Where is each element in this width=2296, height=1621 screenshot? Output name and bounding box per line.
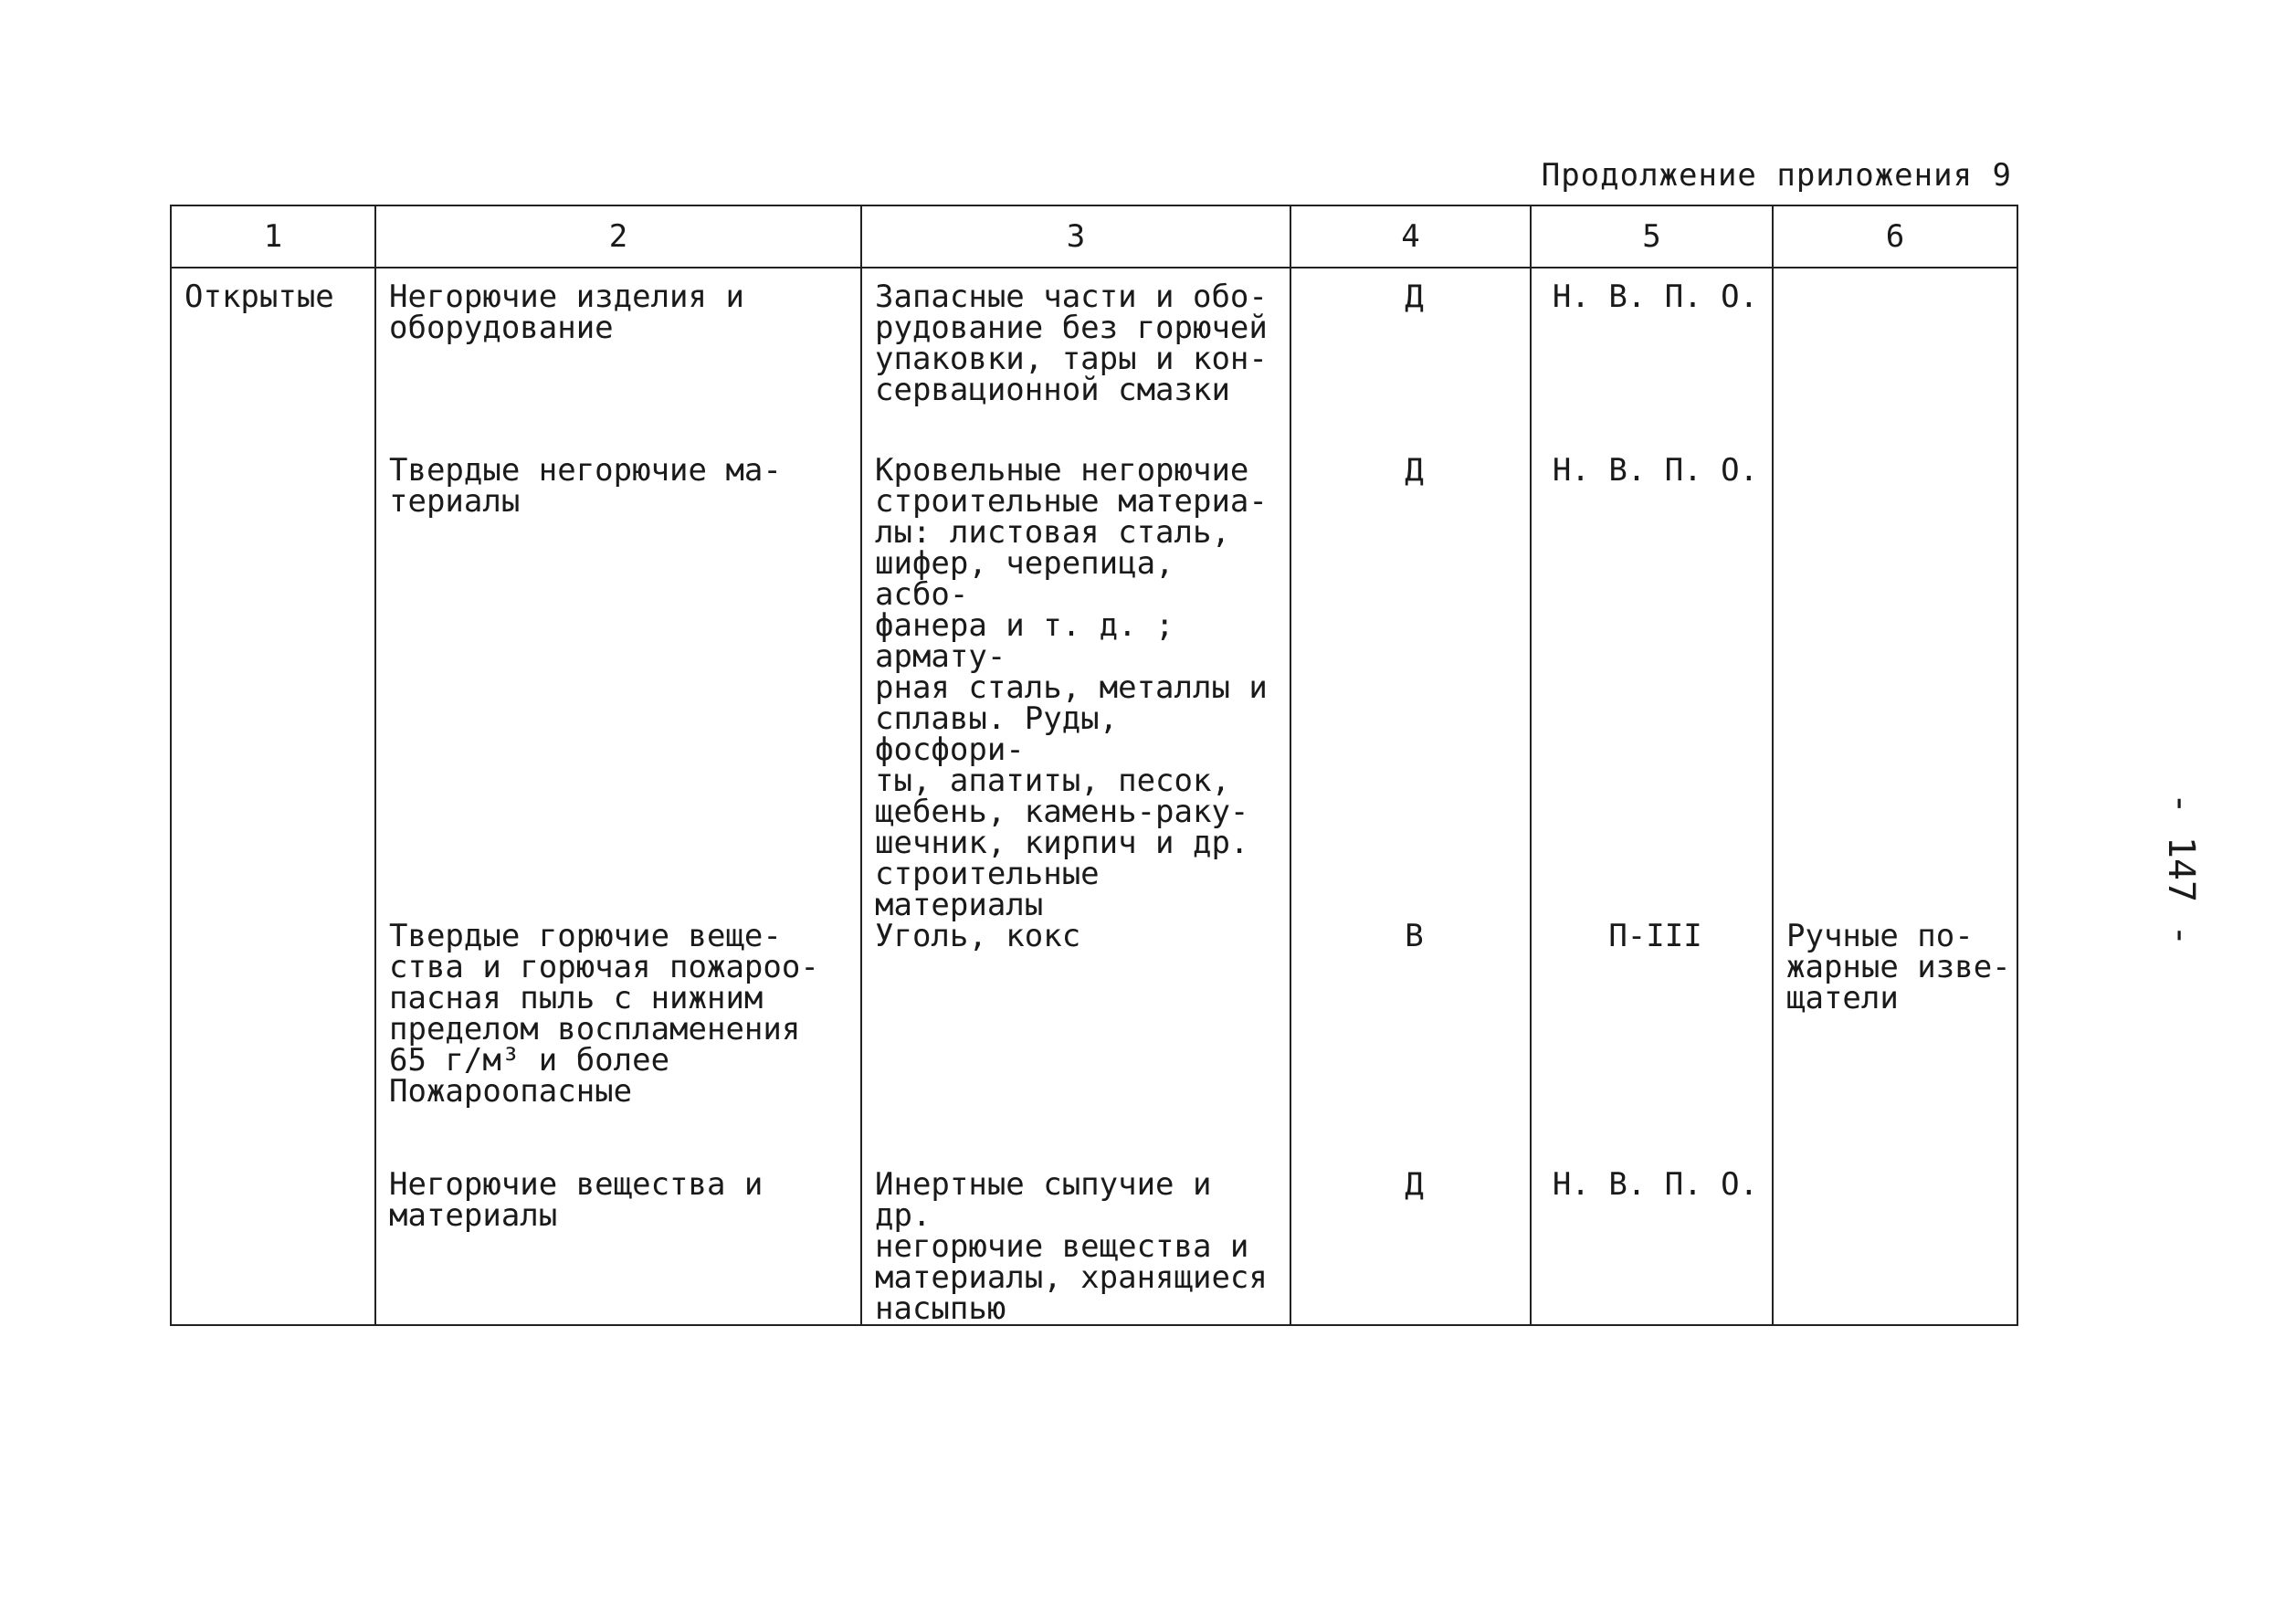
category-cell: Д: [1290, 1169, 1531, 1325]
material-examples-cell: Кровельные негорючие строительные материа- лы: листовая сталь, шифер, черепица, асбо- фанера и т. д. ; армату- рная сталь, металлы и сплавы. Руды, фосфори- ты, апатиты, песок, щебень, камень-раку- шечник, кирпич и др. строительные материалы: [861, 455, 1290, 921]
column-header: 2: [375, 205, 861, 268]
detector-cell: [1773, 455, 2017, 921]
column-header: 3: [861, 205, 1290, 268]
storage-type-cell: [171, 455, 375, 921]
column-header: 4: [1290, 205, 1531, 268]
protection-cell: Н. В. П. О.: [1531, 268, 1773, 455]
material-group-cell: Негорючие вещества и материалы: [375, 1169, 861, 1325]
protection-cell: П-III: [1531, 921, 1773, 1169]
column-header: 1: [171, 205, 375, 268]
category-cell: В: [1290, 921, 1531, 1169]
storage-type-cell: [171, 1169, 375, 1325]
table-row: [171, 921, 2017, 1169]
appendix-table: [170, 205, 2018, 1326]
material-examples-cell: Инертные сыпучие и др. негорючие вещества и материалы, хранящиеся насыпью: [861, 1169, 1290, 1325]
category-cell: Д: [1290, 268, 1531, 455]
detector-cell: [1773, 1169, 2017, 1325]
material-group-cell: Твердые горючие веще- ства и горючая пожароо- пасная пыль с нижним пределом воспламенения 65 г/м³ и более Пожароопасные: [375, 921, 861, 1169]
material-examples-cell: Уголь, кокс: [861, 921, 1290, 1169]
table-row: [171, 455, 2017, 921]
detector-cell: [1773, 268, 2017, 455]
detector-cell: Ручные по- жарные изве- щатели: [1773, 921, 2017, 1169]
table-row: [171, 1169, 2017, 1325]
table-row: [171, 268, 2017, 455]
column-header: 5: [1531, 205, 1773, 268]
column-header: 6: [1773, 205, 2017, 268]
material-group-cell: Негорючие изделия и оборудование: [375, 268, 861, 455]
material-examples-cell: Запасные части и обо- рудование без горючей упаковки, тары и кон- сервационной смазки: [861, 268, 1290, 455]
page-number: - 147 -: [2160, 792, 2202, 947]
table-header-row: [171, 205, 2017, 268]
protection-cell: Н. В. П. О.: [1531, 1169, 1773, 1325]
storage-type-cell: [171, 921, 375, 1169]
storage-type-cell: Открытые: [171, 268, 375, 455]
protection-cell: Н. В. П. О.: [1531, 455, 1773, 921]
material-group-cell: Твердые негорючие ма- териалы: [375, 455, 861, 921]
continuation-caption: Продолжение приложения 9: [1541, 157, 2012, 194]
category-cell: Д: [1290, 455, 1531, 921]
